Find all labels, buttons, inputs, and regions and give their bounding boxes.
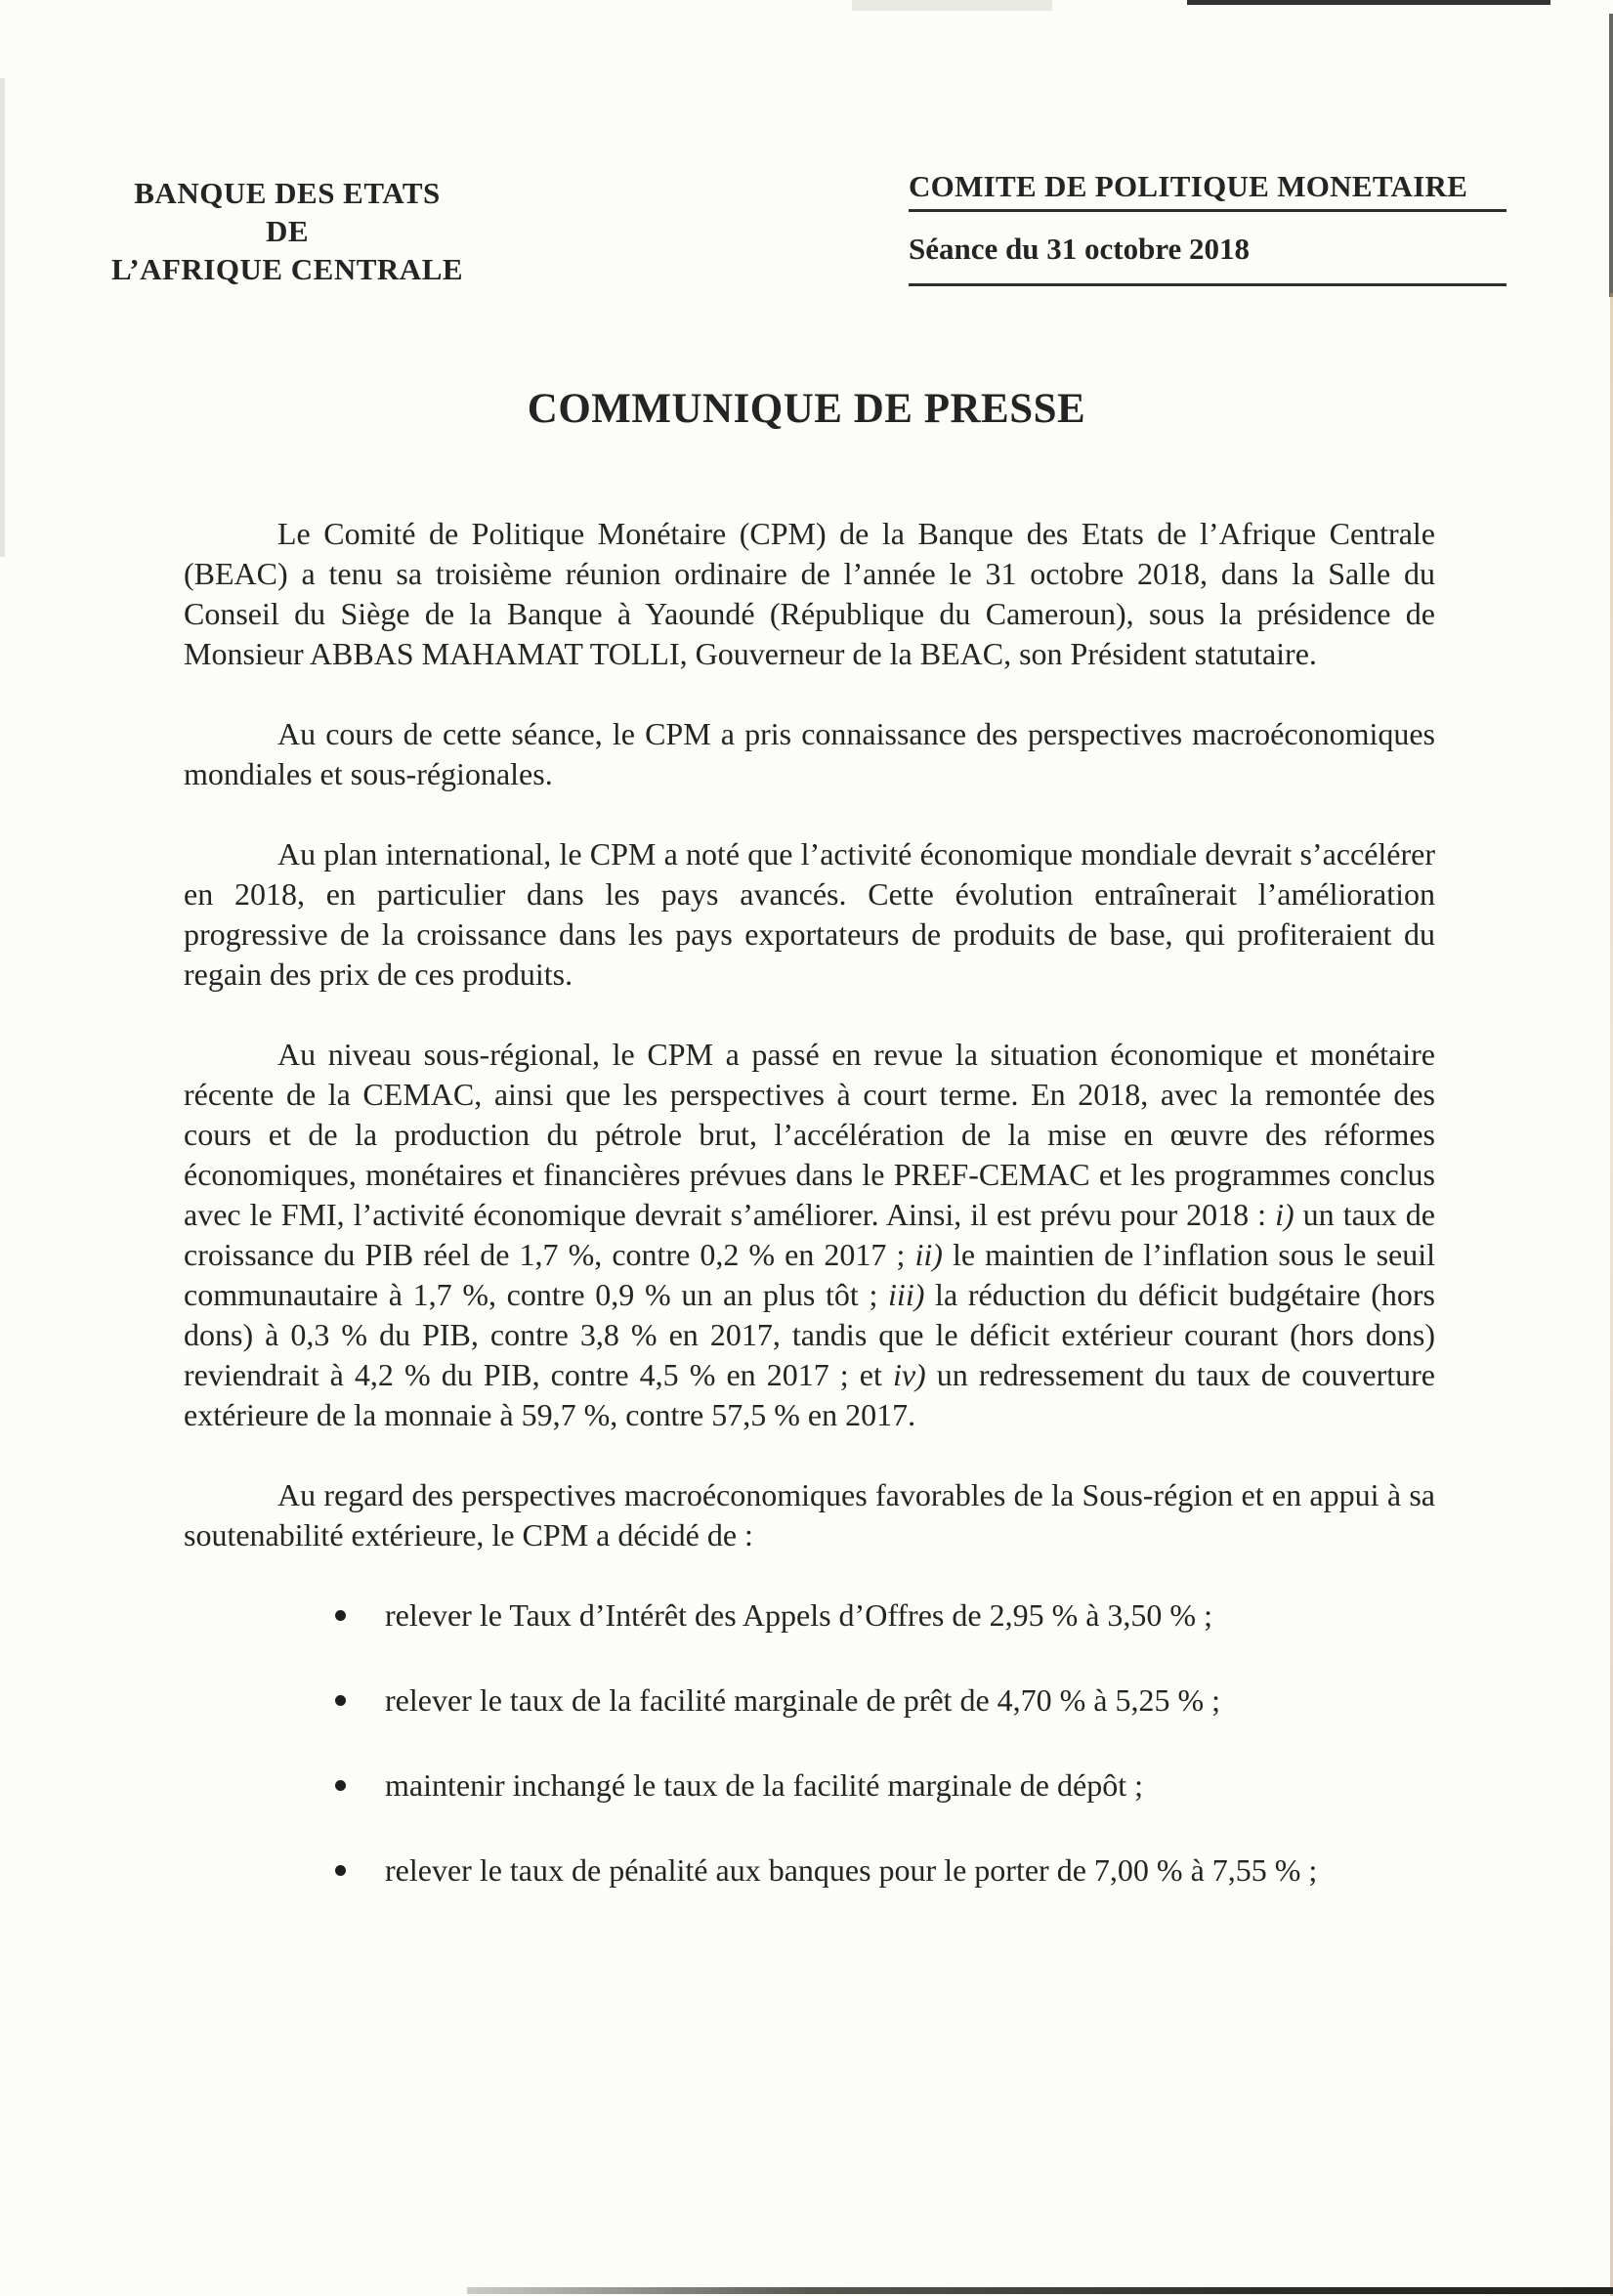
bank-name-line-3: L’AFRIQUE CENTRALE (110, 252, 464, 286)
scan-artifact-top-smudge (852, 0, 1052, 11)
paragraph-text: un redressement du taux de couverture extérieure de la monnaie à 59,7 %, contre 57,5 % en 2017. (184, 1357, 1436, 1432)
committee-title: COMITE DE POLITIQUE MONETAIRE (909, 170, 1507, 212)
bank-name-line-2: DE (265, 214, 310, 248)
decision-list (184, 1595, 1435, 1891)
bullet-dot (335, 1780, 346, 1791)
roman-numeral-marker: iii) (888, 1277, 925, 1312)
bullet-text: maintenir inchangé le taux de la facilité marginale de dépôt ; (385, 1767, 1143, 1803)
paragraph-text: Au cours de cette séance, le CPM a pris connaissance des perspectives macroéconomiques mondiales et sous-régionales. (184, 716, 1435, 791)
scan-artifact-right-edge-dark (1609, 14, 1613, 297)
scan-artifact-bottom-line (467, 2287, 1613, 2294)
committee-block (909, 170, 1507, 286)
bullet-dot (335, 1695, 346, 1706)
paragraph-text: Au regard des perspectives macroéconomiques favorables de la Sous-région et en appui à sa soutenabilité extérieure, le CPM a décidé de : (184, 1477, 1435, 1552)
body-paragraphs (184, 514, 1435, 1555)
roman-numeral-marker: ii) (914, 1237, 943, 1272)
document-body (184, 514, 1435, 1935)
paragraph (184, 1475, 1435, 1555)
bank-name-block (96, 174, 479, 288)
paragraph-text: Au niveau sous-régional, le CPM a passé en revue la situation économique et monétaire récente de la CEMAC, ainsi que les perspectives à court terme. En 2018, avec la remontée des cours et de la production du pétrole brut, l’accélération de la mise en œuvre des réformes économiques, monétaires et financières prévues dans le PREF-CEMAC et les programmes conclus avec le FMI, l’activité économique devrait s’améliorer. Ainsi, il est prévu pour 2018 : (184, 1037, 1435, 1232)
bullet-dot (335, 1610, 346, 1621)
paragraph (184, 834, 1435, 995)
header-rule (909, 283, 1507, 286)
paragraph (184, 714, 1435, 794)
scan-artifact-top-line (1187, 0, 1550, 5)
roman-numeral-marker: iv) (892, 1357, 926, 1392)
bullet-text: relever le taux de la facilité marginale de prêt de 4,70 % à 5,25 % ; (385, 1682, 1221, 1718)
paragraph (184, 1035, 1435, 1435)
paragraph (184, 514, 1435, 674)
bank-name-line-1: BANQUE DES ETATS (134, 176, 441, 210)
paragraph-text: Au plan international, le CPM a noté que l’activité économique mondiale devrait s’accélérer en 2018, en particulier dans les pays avancés. Cette évolution entraînerait l’amélioration progressive de la croissance dans les pays exportateurs de produits de base, qui profiteraient du regain des prix de ces produits. (184, 836, 1435, 992)
bullet-text: relever le Taux d’Intérêt des Appels d’Offres de 2,95 % à 3,50 % ; (385, 1597, 1212, 1633)
session-date: Séance du 31 octobre 2018 (909, 232, 1251, 266)
roman-numeral-marker: i) (1275, 1197, 1295, 1232)
scan-artifact-left-smudge (0, 78, 5, 557)
decision-item (335, 1680, 1435, 1721)
bullet-text: relever le taux de pénalité aux banques pour le porter de 7,00 % à 7,55 % ; (385, 1852, 1318, 1888)
paragraph-text: un taux de croissance du PIB réel de 1,7 %, contre 0,2 % en 2017 ; (184, 1197, 1436, 1272)
bullet-dot (335, 1865, 346, 1876)
paragraph-text: Le Comité de Politique Monétaire (CPM) de la Banque des Etats de l’Afrique Centrale (BEAC) a tenu sa troisième réunion ordinaire de l’année le 31 octobre 2018, dans la Salle du Conseil du Siège de la Banque à Yaoundé (République du Cameroun), sous la présidence de Monsieur ABBAS MAHAMAT TOLLI, Gouverneur de la BEAC, son Président statutaire. (184, 516, 1435, 671)
page-title: COMMUNIQUE DE PRESSE (527, 386, 1086, 432)
decision-item (335, 1765, 1435, 1806)
decision-item (335, 1850, 1435, 1891)
decision-item (335, 1595, 1435, 1636)
paragraph-text: la réduction du déficit budgétaire (hors dons) à 0,3 % du PIB, contre 3,8 % en 2017, tandis que le déficit extérieur courant (hors dons) reviendrait à 4,2 % du PIB, contre 4,5 % en 2017 ; et (184, 1277, 1436, 1392)
paragraph-text: le maintien de l’inflation sous le seuil communautaire à 1,7 %, contre 0,9 % un an plus tôt ; (184, 1237, 1436, 1312)
